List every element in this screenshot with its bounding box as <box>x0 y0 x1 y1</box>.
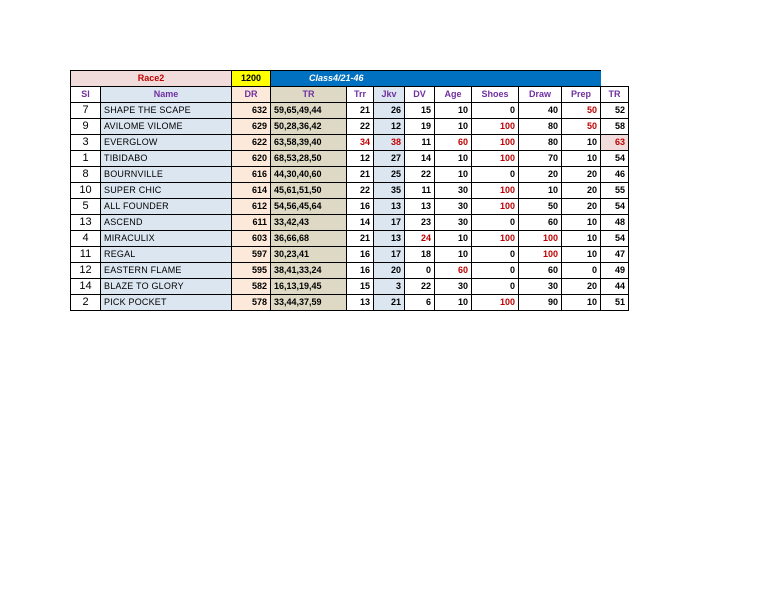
cell-draw: 100 <box>519 231 562 247</box>
cell-jkv: 38 <box>374 135 405 151</box>
cell-tr-rating: 48 <box>601 215 629 231</box>
cell-dv: 18 <box>405 247 435 263</box>
cell-horse-name: REGAL <box>101 247 232 263</box>
cell-draw: 30 <box>519 279 562 295</box>
cell-dv: 19 <box>405 119 435 135</box>
cell-age: 10 <box>435 295 472 311</box>
cell-trr: 21 <box>347 231 374 247</box>
cell-horse-name: ASCEND <box>101 215 232 231</box>
cell-tr: 50,28,36,42 <box>271 119 347 135</box>
cell-prep: 10 <box>562 135 601 151</box>
cell-dv: 15 <box>405 103 435 119</box>
cell-tr-rating: 63 <box>601 135 629 151</box>
cell-dv: 24 <box>405 231 435 247</box>
cell-age: 10 <box>435 167 472 183</box>
cell-age: 30 <box>435 183 472 199</box>
cell-draw: 60 <box>519 215 562 231</box>
col-header-dr: DR <box>232 87 271 103</box>
table-row <box>71 263 629 279</box>
cell-trr: 13 <box>347 295 374 311</box>
cell-sl: 7 <box>71 103 101 119</box>
cell-sl: 13 <box>71 215 101 231</box>
cell-sl: 12 <box>71 263 101 279</box>
cell-age: 10 <box>435 247 472 263</box>
cell-tr: 38,41,33,24 <box>271 263 347 279</box>
cell-age: 10 <box>435 151 472 167</box>
cell-trr: 15 <box>347 279 374 295</box>
cell-sl: 5 <box>71 199 101 215</box>
cell-dr: 614 <box>232 183 271 199</box>
col-header-shoes: Shoes <box>472 87 519 103</box>
cell-tr-rating: 54 <box>601 199 629 215</box>
cell-jkv: 27 <box>374 151 405 167</box>
table-row <box>71 215 629 231</box>
cell-shoes: 100 <box>472 119 519 135</box>
cell-dv: 22 <box>405 279 435 295</box>
cell-prep: 20 <box>562 183 601 199</box>
cell-trr: 34 <box>347 135 374 151</box>
col-header-prep: Prep <box>562 87 601 103</box>
cell-trr: 16 <box>347 247 374 263</box>
col-header-dv: DV <box>405 87 435 103</box>
cell-horse-name: ALL FOUNDER <box>101 199 232 215</box>
cell-sl: 8 <box>71 167 101 183</box>
cell-tr: 33,44,37,59 <box>271 295 347 311</box>
cell-draw: 90 <box>519 295 562 311</box>
cell-dr: 611 <box>232 215 271 231</box>
cell-prep: 10 <box>562 151 601 167</box>
cell-trr: 22 <box>347 183 374 199</box>
cell-dr: 629 <box>232 119 271 135</box>
cell-draw: 100 <box>519 247 562 263</box>
cell-prep: 20 <box>562 199 601 215</box>
cell-age: 10 <box>435 231 472 247</box>
cell-draw: 50 <box>519 199 562 215</box>
cell-tr-rating: 49 <box>601 263 629 279</box>
cell-tr-rating: 51 <box>601 295 629 311</box>
cell-shoes: 100 <box>472 231 519 247</box>
cell-horse-name: SUPER CHIC <box>101 183 232 199</box>
cell-draw: 40 <box>519 103 562 119</box>
cell-jkv: 12 <box>374 119 405 135</box>
cell-shoes: 100 <box>472 295 519 311</box>
col-header-sl: Sl <box>71 87 101 103</box>
cell-shoes: 0 <box>472 167 519 183</box>
cell-jkv: 3 <box>374 279 405 295</box>
cell-draw: 20 <box>519 167 562 183</box>
cell-trr: 16 <box>347 263 374 279</box>
cell-age: 60 <box>435 135 472 151</box>
cell-horse-name: EASTERN FLAME <box>101 263 232 279</box>
cell-dr: 597 <box>232 247 271 263</box>
cell-tr: 68,53,28,50 <box>271 151 347 167</box>
cell-jkv: 17 <box>374 247 405 263</box>
cell-jkv: 13 <box>374 231 405 247</box>
table-row <box>71 103 629 119</box>
class-banner: Class4/21-46 <box>271 71 601 87</box>
title-row <box>71 71 629 87</box>
cell-sl: 9 <box>71 119 101 135</box>
cell-shoes: 0 <box>472 103 519 119</box>
table-row <box>71 231 629 247</box>
cell-dr: 622 <box>232 135 271 151</box>
cell-horse-name: BLAZE TO GLORY <box>101 279 232 295</box>
cell-jkv: 20 <box>374 263 405 279</box>
cell-sl: 1 <box>71 151 101 167</box>
cell-tr: 59,65,49,44 <box>271 103 347 119</box>
cell-tr-rating: 46 <box>601 167 629 183</box>
cell-trr: 14 <box>347 215 374 231</box>
table-row <box>71 247 629 263</box>
cell-trr: 21 <box>347 167 374 183</box>
cell-age: 10 <box>435 119 472 135</box>
table-row <box>71 199 629 215</box>
table-row <box>71 183 629 199</box>
cell-horse-name: EVERGLOW <box>101 135 232 151</box>
cell-prep: 10 <box>562 295 601 311</box>
cell-tr-rating: 54 <box>601 151 629 167</box>
cell-tr-rating: 54 <box>601 231 629 247</box>
cell-tr: 45,61,51,50 <box>271 183 347 199</box>
cell-tr: 36,66,68 <box>271 231 347 247</box>
cell-draw: 80 <box>519 119 562 135</box>
cell-age: 30 <box>435 279 472 295</box>
cell-prep: 0 <box>562 263 601 279</box>
cell-prep: 10 <box>562 231 601 247</box>
race-title: Race2 <box>71 71 232 87</box>
cell-draw: 10 <box>519 183 562 199</box>
distance-cell: 1200 <box>232 71 271 87</box>
cell-dr: 582 <box>232 279 271 295</box>
cell-horse-name: TIBIDABO <box>101 151 232 167</box>
cell-dv: 6 <box>405 295 435 311</box>
cell-trr: 12 <box>347 151 374 167</box>
cell-dv: 11 <box>405 183 435 199</box>
cell-prep: 50 <box>562 119 601 135</box>
table-row <box>71 151 629 167</box>
cell-jkv: 35 <box>374 183 405 199</box>
cell-dr: 616 <box>232 167 271 183</box>
cell-tr: 16,13,19,45 <box>271 279 347 295</box>
blank-cell <box>601 71 629 87</box>
cell-trr: 16 <box>347 199 374 215</box>
cell-jkv: 13 <box>374 199 405 215</box>
cell-draw: 70 <box>519 151 562 167</box>
cell-dv: 11 <box>405 135 435 151</box>
cell-dv: 23 <box>405 215 435 231</box>
race-table <box>70 70 629 311</box>
cell-tr: 44,30,40,60 <box>271 167 347 183</box>
cell-sl: 14 <box>71 279 101 295</box>
cell-shoes: 100 <box>472 151 519 167</box>
cell-dv: 22 <box>405 167 435 183</box>
cell-shoes: 0 <box>472 279 519 295</box>
table-row <box>71 135 629 151</box>
cell-shoes: 0 <box>472 263 519 279</box>
cell-draw: 60 <box>519 263 562 279</box>
cell-horse-name: SHAPE THE SCAPE <box>101 103 232 119</box>
cell-tr-rating: 52 <box>601 103 629 119</box>
table-row <box>71 119 629 135</box>
cell-tr-rating: 44 <box>601 279 629 295</box>
cell-age: 30 <box>435 215 472 231</box>
col-header-tr: TR <box>271 87 347 103</box>
cell-tr-rating: 47 <box>601 247 629 263</box>
cell-prep: 20 <box>562 167 601 183</box>
col-header-jkv: Jkv <box>374 87 405 103</box>
cell-sl: 4 <box>71 231 101 247</box>
cell-tr: 63,58,39,40 <box>271 135 347 151</box>
col-header-draw: Draw <box>519 87 562 103</box>
cell-sl: 3 <box>71 135 101 151</box>
cell-draw: 80 <box>519 135 562 151</box>
cell-horse-name: PICK POCKET <box>101 295 232 311</box>
table-row <box>71 279 629 295</box>
cell-tr-rating: 55 <box>601 183 629 199</box>
col-header-tr-rating: TR <box>601 87 629 103</box>
cell-horse-name: MIRACULIX <box>101 231 232 247</box>
cell-shoes: 100 <box>472 135 519 151</box>
cell-dr: 595 <box>232 263 271 279</box>
cell-dr: 620 <box>232 151 271 167</box>
cell-dv: 0 <box>405 263 435 279</box>
cell-trr: 21 <box>347 103 374 119</box>
cell-jkv: 26 <box>374 103 405 119</box>
cell-age: 60 <box>435 263 472 279</box>
cell-sl: 10 <box>71 183 101 199</box>
col-header-trr: Trr <box>347 87 374 103</box>
cell-jkv: 17 <box>374 215 405 231</box>
cell-jkv: 25 <box>374 167 405 183</box>
cell-dr: 603 <box>232 231 271 247</box>
cell-jkv: 21 <box>374 295 405 311</box>
col-header-name: Name <box>101 87 232 103</box>
cell-tr-rating: 58 <box>601 119 629 135</box>
cell-sl: 11 <box>71 247 101 263</box>
cell-dr: 612 <box>232 199 271 215</box>
cell-dv: 14 <box>405 151 435 167</box>
cell-horse-name: AVILOME VILOME <box>101 119 232 135</box>
cell-dr: 632 <box>232 103 271 119</box>
cell-prep: 20 <box>562 279 601 295</box>
cell-dr: 578 <box>232 295 271 311</box>
table-row <box>71 167 629 183</box>
col-header-age: Age <box>435 87 472 103</box>
cell-shoes: 0 <box>472 215 519 231</box>
table-row <box>71 295 629 311</box>
cell-tr: 30,23,41 <box>271 247 347 263</box>
header-row <box>71 87 629 103</box>
cell-age: 10 <box>435 103 472 119</box>
cell-tr: 33,42,43 <box>271 215 347 231</box>
cell-prep: 10 <box>562 215 601 231</box>
cell-tr: 54,56,45,64 <box>271 199 347 215</box>
cell-shoes: 100 <box>472 199 519 215</box>
cell-horse-name: BOURNVILLE <box>101 167 232 183</box>
cell-dv: 13 <box>405 199 435 215</box>
cell-prep: 50 <box>562 103 601 119</box>
cell-trr: 22 <box>347 119 374 135</box>
cell-sl: 2 <box>71 295 101 311</box>
cell-shoes: 0 <box>472 247 519 263</box>
cell-age: 30 <box>435 199 472 215</box>
cell-shoes: 100 <box>472 183 519 199</box>
cell-prep: 10 <box>562 247 601 263</box>
